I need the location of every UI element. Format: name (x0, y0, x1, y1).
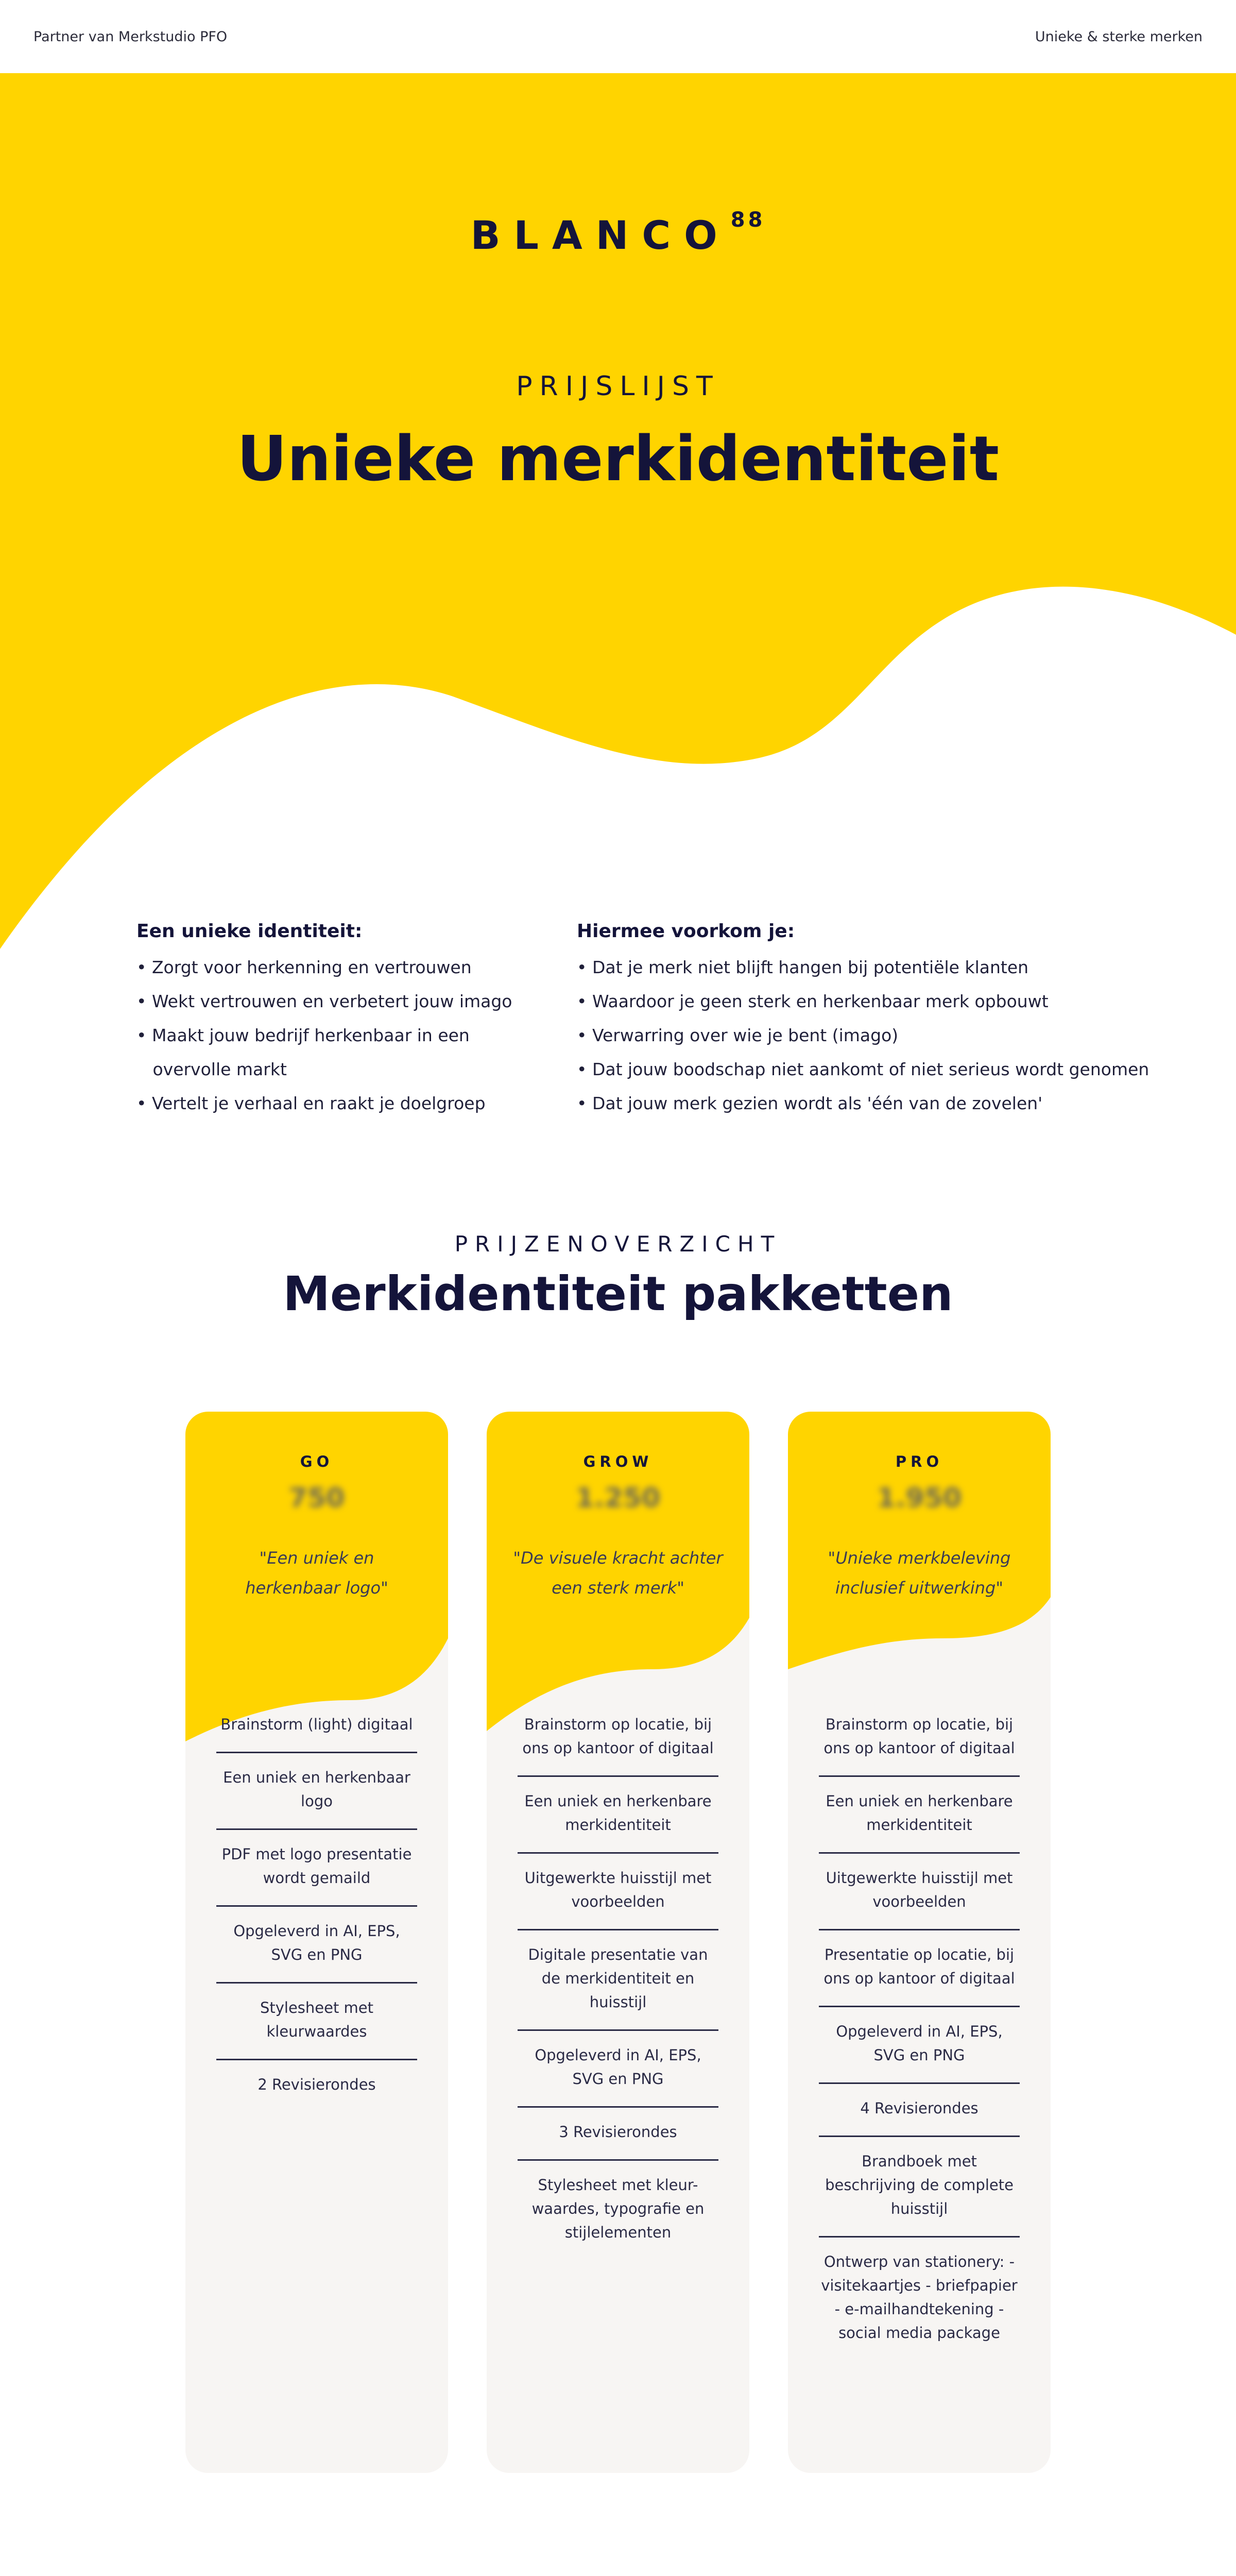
logo: BLANCO$^{88}$ (470, 208, 766, 258)
feature-item: PDF met logo presentatie wordt gemaild (216, 1830, 417, 1907)
feature-item: Uitgewerkte huisstijl met voorbeelden (819, 1854, 1020, 1930)
feature-item: 2 Revisierondes (258, 2076, 376, 2093)
package-name: PRO (895, 1453, 943, 1470)
feature-item: Een uniek en herkenbare merkidentiteit (518, 1777, 718, 1854)
top-bar (0, 0, 1236, 73)
feature-item: Brainstorm op locatie, bij ons op kantoor of digitaal (819, 1700, 1020, 1777)
package-price: 1.950 (877, 1483, 962, 1514)
list-item: • Verwarring over wie je bent (imago) (577, 1025, 899, 1045)
feature-item: Stylesheet met kleur-waardes, typografie en stijlelementen (531, 2176, 705, 2241)
feature-item: Opgeleverd in AI, EPS, SVG en PNG (216, 1907, 417, 1984)
package-name: GO (300, 1453, 334, 1470)
feature-item: Uitgewerkte huisstijl met voorbeelden (518, 1854, 718, 1930)
feature-item: Een uniek en herkenbaar logo (216, 1753, 417, 1830)
identity-prevents (577, 914, 1149, 1121)
feature-item: Opgeleverd in AI, EPS, SVG en PNG (518, 2031, 718, 2108)
prevents-title: Hiermee voorkom je: (577, 921, 795, 942)
feature-item: Opgeleverd in AI, EPS, SVG en PNG (819, 2007, 1020, 2084)
feature-item: Een uniek en herkenbare merkidentiteit (819, 1777, 1020, 1854)
partner-text: Partner van Merkstudio PFO (33, 28, 228, 45)
list-item: • Zorgt voor herkenning en vertrouwen (136, 957, 472, 977)
hero (0, 73, 1236, 949)
package-card-pro (788, 1412, 1051, 2473)
page-title: Unieke merkidentiteit (236, 423, 1000, 495)
list-item: • Dat je merk niet blijft hangen bij potentiële klanten (577, 957, 1029, 977)
package-name: GROW (583, 1453, 653, 1470)
feature-list (216, 1700, 417, 2112)
pricing-eyebrow: PRIJZENOVERZICHT (454, 1231, 782, 1257)
feature-list (819, 1700, 1020, 2360)
feature-list (518, 1700, 718, 2260)
feature-item: Presentatie op locatie, bij ons op kantoor of digitaal (819, 1930, 1020, 2007)
package-price: 750 (288, 1483, 345, 1514)
package-card-go (185, 1412, 448, 2473)
feature-item: Brainstorm (light) digitaal (216, 1700, 417, 1753)
tagline-text: Unieke & sterke merken (1035, 28, 1203, 45)
benefits-title: Een unieke identiteit: (136, 921, 363, 942)
list-item: overvolle markt (136, 1059, 287, 1079)
feature-item: Stylesheet met kleurwaardes (216, 1984, 417, 2060)
feature-item: Brainstorm op locatie, bij ons op kantoor of digitaal (518, 1700, 718, 1777)
package-card-grow (487, 1412, 749, 2473)
package-quote: "Een uniek en herkenbaar logo" (245, 1548, 388, 1598)
feature-item: Digitale presentatie van de merkidentiteit en huisstijl (518, 1930, 718, 2031)
feature-item: Brandboek met beschrijving de complete huisstijl (819, 2137, 1020, 2238)
list-item: • Dat jouw merk gezien wordt als 'één van de zovelen' (577, 1093, 1043, 1113)
identity-benefits (136, 914, 512, 1121)
list-item: • Maakt jouw bedrijf herkenbaar in een (136, 1025, 470, 1045)
feature-item: 3 Revisierondes (518, 2108, 718, 2161)
package-quote: "Unieke merkbeleving inclusief uitwerking" (828, 1548, 1011, 1598)
list-item: • Dat jouw boodschap niet aankomt of niet serieus wordt genomen (577, 1059, 1149, 1079)
hero-eyebrow: PRIJSLIJST (516, 371, 720, 402)
list-item: • Wekt vertrouwen en verbetert jouw imago (136, 991, 512, 1011)
hero-background (0, 73, 1236, 949)
list-item: • Waardoor je geen sterk en herkenbaar merk opbouwt (577, 991, 1049, 1011)
package-quote: "De visuele kracht achter een sterk merk" (513, 1548, 723, 1598)
pricing-title: Merkidentiteit pakketten (283, 1266, 953, 1321)
package-price: 1.250 (575, 1483, 661, 1514)
feature-item: Ontwerp van stationery: - visitekaartjes - briefpapier - e-mailhandtekening - social media package (821, 2253, 1018, 2342)
feature-item: 4 Revisierondes (819, 2084, 1020, 2137)
list-item: • Vertelt je verhaal en raakt je doelgroep (136, 1093, 486, 1113)
